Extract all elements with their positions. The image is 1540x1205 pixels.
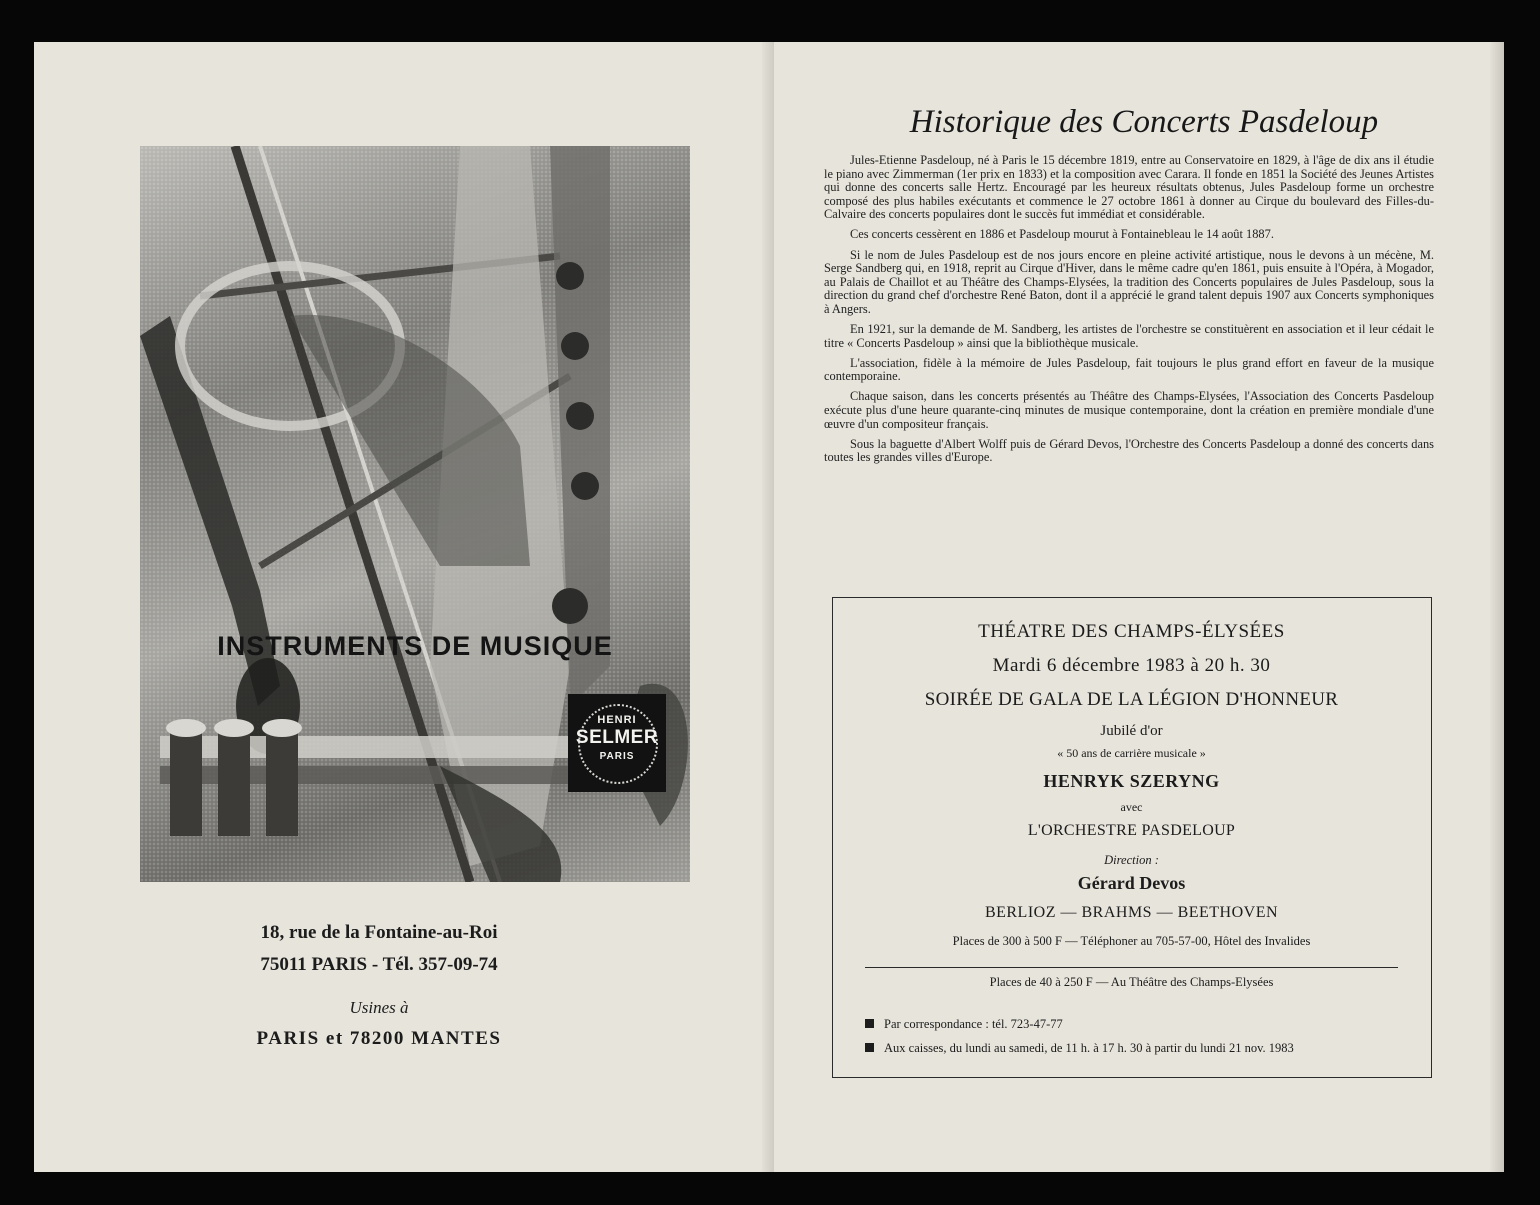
history-paragraph: Ces concerts cessèrent en 1886 et Pasdeloup mourut à Fontainebleau le 14 août 1887. bbox=[850, 227, 1274, 242]
concert-orchestra: L'ORCHESTRE PASDELOUP bbox=[1027, 822, 1236, 839]
logo-text-paris: PARIS bbox=[599, 751, 635, 762]
concert-artist: HENRYK SZERYNG bbox=[1043, 771, 1220, 791]
concert-quote: « 50 ans de carrière musicale » bbox=[1057, 746, 1206, 760]
logo-text-selmer: SELMER bbox=[575, 727, 659, 748]
square-bullet-icon bbox=[865, 1019, 874, 1028]
concert-venue: THÉATRE DES CHAMPS-ÉLYSÉES bbox=[978, 621, 1285, 642]
history-paragraph: Jules-Etienne Pasdeloup, né à Paris le 15 décembre 1819, entre au Conservatoire en 1829, à l'âge de dix ans il étudie le piano avec Zimmerman (1er prix en 1833) et la composition avec Carara. Il fonde en 1851 la Société des Jeunes Artistes qui donne des concerts salle Hertz. Encouragé par les heureux résultats obtenus, Jules Pasdeloup forme un orchestre composé des plus habiles exécutants et commence le 27 octobre 1861 à donner au Cirque du boulevard des Filles-du-Calvaire des concerts populaires dont le succès fut immédiat et considérable. bbox=[824, 153, 1434, 222]
history-title: Historique des Concerts Pasdeloup bbox=[909, 104, 1379, 140]
history-body bbox=[824, 154, 1434, 471]
ad-factories: PARIS et 78200 MANTES bbox=[256, 1028, 502, 1049]
concert-announcement bbox=[832, 597, 1432, 1078]
logo-text-henri: HENRI bbox=[597, 714, 637, 726]
booking-item bbox=[865, 1017, 1063, 1032]
left-page bbox=[34, 42, 774, 1172]
concert-date: Mardi 6 décembre 1983 à 20 h. 30 bbox=[992, 655, 1271, 676]
ad-factories-label: Usines à bbox=[349, 998, 409, 1017]
history-paragraph: Chaque saison, dans les concerts présentés au Théâtre des Champs-Elysées, l'Association des Concerts Pasdeloup exécute plus d'une heure quarante-cinq minutes de musique contemporaine, dont la création en première mondiale d'une œuvre d'un compositeur français. bbox=[824, 389, 1434, 431]
concert-conductor: Gérard Devos bbox=[1077, 873, 1186, 893]
concert-prices-theatre: Places de 40 à 250 F — Au Théâtre des Champs-Elysées bbox=[989, 975, 1274, 989]
booking-item bbox=[865, 1041, 1294, 1056]
ad-headline: INSTRUMENTS DE MUSIQUE bbox=[217, 631, 613, 661]
history-paragraph: L'association, fidèle à la mémoire de Jules Pasdeloup, fait toujours le plus grand effort en faveur de la musique contemporaine. bbox=[824, 355, 1434, 384]
concert-direction-label: Direction : bbox=[1104, 853, 1159, 867]
concert-composers: BERLIOZ — BRAHMS — BEETHOVEN bbox=[984, 904, 1279, 921]
square-bullet-icon bbox=[865, 1043, 874, 1052]
booking-item-text: Aux caisses, du lundi au samedi, de 11 h. à 17 h. 30 à partir du lundi 21 nov. 1983 bbox=[884, 1041, 1294, 1055]
concert-jubilee: Jubilé d'or bbox=[1100, 723, 1163, 739]
selmer-logo bbox=[568, 694, 666, 792]
history-paragraph: Si le nom de Jules Pasdeloup est de nos jours encore en pleine activité artistique, nous le devons à un mécène, M. Serge Sandberg qui, en 1918, reprit au Cirque d'Hiver, dans le même cadre qu'en 1861, puis ensuite à l'Opéra, à Mogador, au Palais de Chaillot et au Théâtre des Champs-Elysées, la tradition des Concerts populaires de Jules Pasdeloup, sous la direction du grand chef d'orchestre René Baton, dont il a apprécié le grand talent depuis 1907 aux Concerts symphoniques à Angers. bbox=[824, 247, 1434, 316]
concert-with: avec bbox=[1120, 800, 1143, 814]
concert-event: SOIRÉE DE GALA DE LA LÉGION D'HONNEUR bbox=[924, 689, 1339, 710]
ad-address-street: 18, rue de la Fontaine-au-Roi bbox=[260, 922, 498, 943]
booklet-spread bbox=[34, 42, 1504, 1172]
concert-prices-invalides: Places de 300 à 500 F — Téléphoner au 705-57-00, Hôtel des Invalides bbox=[952, 934, 1311, 948]
history-paragraph: Sous la baguette d'Albert Wolff puis de Gérard Devos, l'Orchestre des Concerts Pasdeloup a donné des concerts dans toutes les grandes villes d'Europe. bbox=[824, 436, 1434, 465]
right-page bbox=[774, 42, 1504, 1172]
divider bbox=[865, 967, 1398, 968]
ad-address-city: 75011 PARIS - Tél. 357-09-74 bbox=[260, 954, 498, 975]
page-edge bbox=[1490, 42, 1504, 1172]
history-paragraph: En 1921, sur la demande de M. Sandberg, les artistes de l'orchestre se constituèrent en association et il leur cédait le titre « Concerts Pasdeloup » ainsi que la bibliothèque musicale. bbox=[824, 322, 1434, 350]
booking-item-text: Par correspondance : tél. 723-47-77 bbox=[884, 1017, 1063, 1031]
instruments-photo bbox=[140, 146, 690, 882]
